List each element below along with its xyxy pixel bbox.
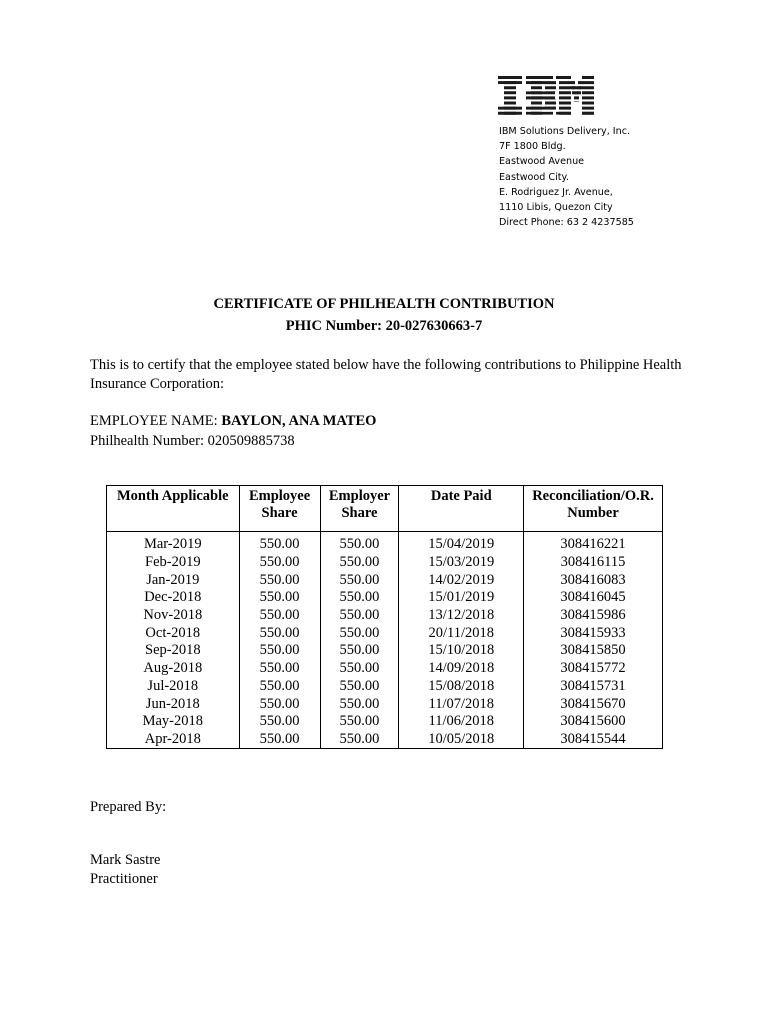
- header-date-label: Date Paid: [430, 488, 492, 504]
- cell-month: Aug-2018: [107, 660, 240, 678]
- header-recon-line1: Reconciliation/O.R.: [532, 488, 654, 504]
- cell-or-number: 308415933: [524, 624, 663, 642]
- cell-month: Apr-2018: [107, 731, 240, 749]
- cell-month: Feb-2019: [107, 554, 240, 572]
- philhealth-number: Philhealth Number: 020509885738: [90, 433, 295, 449]
- signer-name: Mark Sastre: [90, 852, 161, 868]
- cell-month: Oct-2018: [107, 624, 240, 642]
- header-recon-line2: Number: [567, 505, 619, 521]
- cell-or-number: 308415731: [524, 678, 663, 696]
- cell-or-number: 308416045: [524, 589, 663, 607]
- cell-date-paid: 10/05/2018: [399, 731, 524, 749]
- cell-month: Jul-2018: [107, 678, 240, 696]
- cell-month: Dec-2018: [107, 589, 240, 607]
- table-row: [107, 624, 663, 642]
- cell-employer-share: 550.00: [320, 660, 399, 678]
- cell-employer-share: 550.00: [320, 713, 399, 731]
- table-row: [107, 713, 663, 731]
- table-row: [107, 571, 663, 589]
- cell-employee-share: 550.00: [239, 713, 320, 731]
- cell-or-number: 308415544: [524, 731, 663, 749]
- address-line: IBM Solutions Delivery, Inc.: [499, 126, 631, 137]
- address-line: Eastwood Avenue: [499, 156, 585, 168]
- cell-employer-share: 550.00: [320, 731, 399, 749]
- address-line: Direct Phone: 63 2 4237585: [499, 217, 634, 229]
- cell-or-number: 308415850: [524, 642, 663, 660]
- address-line: E. Rodriguez Jr. Avenue,: [499, 186, 613, 198]
- cell-employer-share: 550.00: [320, 532, 399, 554]
- table-row: [107, 532, 663, 554]
- ibm-logo-icon: [498, 76, 594, 116]
- header-employer-line1: Employer: [328, 488, 391, 504]
- table-row: [107, 607, 663, 625]
- cell-employer-share: 550.00: [320, 589, 399, 607]
- cell-employee-share: 550.00: [239, 695, 320, 713]
- cell-date-paid: 15/01/2019: [399, 589, 524, 607]
- table-header-row: [107, 486, 663, 532]
- cell-employer-share: 550.00: [320, 624, 399, 642]
- employee-name: BAYLON, ANA MATEO: [221, 413, 377, 429]
- statement-line-2: Insurance Corporation:: [90, 376, 225, 392]
- cell-month: Sep-2018: [107, 642, 240, 660]
- cell-employer-share: 550.00: [320, 695, 399, 713]
- table-row: [107, 678, 663, 696]
- cell-date-paid: 15/04/2019: [399, 532, 524, 554]
- cell-or-number: 308415600: [524, 713, 663, 731]
- header-reconciliation: [524, 486, 663, 532]
- cell-month: May-2018: [107, 713, 240, 731]
- cell-or-number: 308416221: [524, 532, 663, 554]
- cell-date-paid: 14/02/2019: [399, 571, 524, 589]
- cell-month: Jun-2018: [107, 695, 240, 713]
- statement-line-1: This is to certify that the employee stated below have the following contributions to Philippine Health: [90, 357, 682, 373]
- cell-employer-share: 550.00: [320, 642, 399, 660]
- cell-date-paid: 14/09/2018: [399, 660, 524, 678]
- cell-employer-share: 550.00: [320, 554, 399, 572]
- cell-month: Jan-2019: [107, 571, 240, 589]
- ibm-logo: [498, 76, 594, 116]
- table-row: [107, 660, 663, 678]
- header-employer-line2: Share: [341, 505, 378, 521]
- cell-or-number: 308416083: [524, 571, 663, 589]
- cell-date-paid: 11/06/2018: [399, 713, 524, 731]
- certificate-title: CERTIFICATE OF PHILHEALTH CONTRIBUTION: [213, 296, 555, 312]
- table-row: [107, 642, 663, 660]
- cell-employee-share: 550.00: [239, 660, 320, 678]
- header-date-paid: [399, 486, 524, 532]
- cell-or-number: 308415986: [524, 607, 663, 625]
- cell-employee-share: 550.00: [239, 571, 320, 589]
- address-line: Eastwood City.: [499, 171, 569, 183]
- table-row: [107, 695, 663, 713]
- cell-employer-share: 550.00: [320, 678, 399, 696]
- cell-employee-share: 550.00: [239, 607, 320, 625]
- address-line: 7F 1800 Bldg.: [499, 141, 566, 153]
- cell-date-paid: 13/12/2018: [399, 607, 524, 625]
- cell-employee-share: 550.00: [239, 554, 320, 572]
- cell-employee-share: 550.00: [239, 624, 320, 642]
- cell-employee-share: 550.00: [239, 678, 320, 696]
- cell-date-paid: 15/08/2018: [399, 678, 524, 696]
- cell-employee-share: 550.00: [239, 642, 320, 660]
- header-month-label: Month Applicable: [117, 488, 229, 504]
- employee-name-line: [90, 413, 376, 430]
- table-row: [107, 589, 663, 607]
- prepared-by: Prepared By:: [90, 799, 167, 815]
- contributions-table: [106, 485, 663, 749]
- table-row: [107, 554, 663, 572]
- cell-employee-share: 550.00: [239, 589, 320, 607]
- company-address: [499, 124, 634, 230]
- cell-date-paid: 20/11/2018: [399, 624, 524, 642]
- signer-title: Practitioner: [90, 871, 158, 887]
- cell-date-paid: 11/07/2018: [399, 695, 524, 713]
- cell-month: Nov-2018: [107, 607, 240, 625]
- phic-number: PHIC Number: 20-027630663-7: [285, 318, 483, 334]
- employee-name-label: EMPLOYEE NAME:: [90, 413, 222, 429]
- header-employee-share: [239, 486, 320, 532]
- cell-date-paid: 15/03/2019: [399, 554, 524, 572]
- cell-or-number: 308415772: [524, 660, 663, 678]
- header-employee-line1: Employee: [248, 488, 311, 504]
- cell-employee-share: 550.00: [239, 731, 320, 749]
- cell-month: Mar-2019: [107, 532, 240, 554]
- address-line: 1110 Libis, Quezon City: [499, 202, 613, 214]
- cell-or-number: 308416115: [524, 554, 663, 572]
- header-employee-line2: Share: [261, 505, 298, 521]
- table-row: [107, 731, 663, 749]
- header-employer-share: [320, 486, 399, 532]
- cell-employee-share: 550.00: [239, 532, 320, 554]
- cell-date-paid: 15/10/2018: [399, 642, 524, 660]
- header-month: [107, 486, 240, 532]
- cell-or-number: 308415670: [524, 695, 663, 713]
- cell-employer-share: 550.00: [320, 607, 399, 625]
- cell-employer-share: 550.00: [320, 571, 399, 589]
